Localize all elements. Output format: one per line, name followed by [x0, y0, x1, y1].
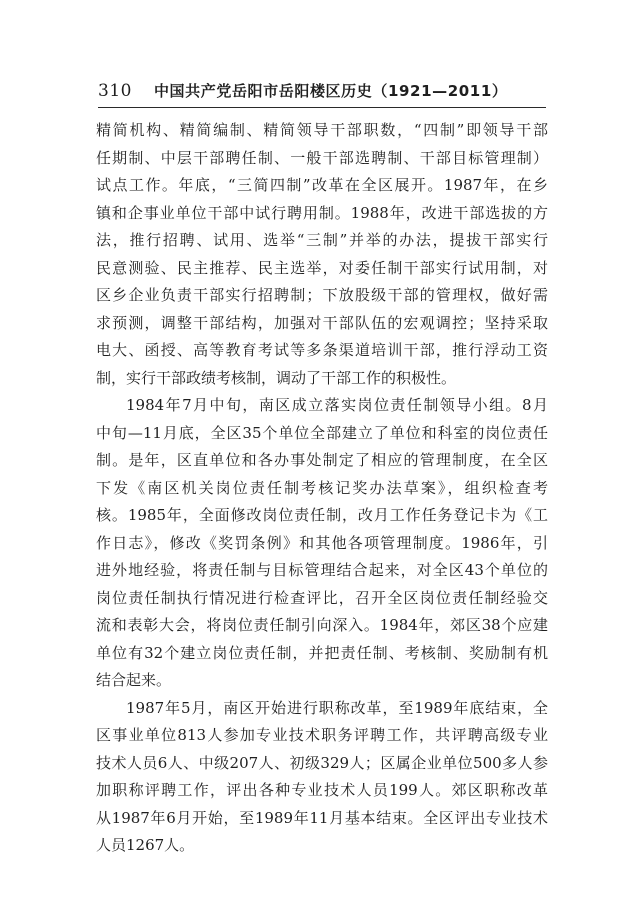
page-number: 310 [98, 81, 132, 101]
text-line: 制。是年，区直单位和各办事处制定了相应的管理制度，在全区 [96, 451, 548, 469]
text-line: 作日志》，修改《奖罚条例》和其他各项管理制度。1986年，引 [96, 533, 548, 552]
text-line: 结合起来。 [96, 671, 172, 689]
header-rule [98, 107, 546, 108]
text-line: 制，实行干部政绩考核制，调动了干部工作的积极性。 [96, 368, 457, 387]
text-line: 进外地经验，将责任制与目标管理结合起来，对全区43个单位的 [96, 561, 548, 579]
text-line: 试点工作。年底，“三简四制”改革在全区展开。1987年，在乡 [96, 176, 548, 194]
text-line: 区事业单位813人参加专业技术职务评聘工作，共评聘高级专业 [96, 726, 548, 744]
text-line: 单位有32个建立岗位责任制，并把责任制、考核制、奖励制有机 [96, 643, 548, 662]
text-line: 任期制、中层干部聘任制、一般干部选聘制、干部目标管理制） [96, 148, 548, 167]
text-line: 1984年7月中旬，南区成立落实岗位责任制领导小组。8月 [126, 396, 548, 414]
paragraph [96, 117, 548, 392]
text-line: 精简机构、精简编制、精简领导干部职数，“四制”即领导干部 [96, 121, 548, 139]
text-line: 人员1267人。 [96, 836, 195, 854]
page-header [98, 80, 546, 106]
text-line: 下发《南区机关岗位责任制考核记奖办法草案》，组织检查考 [96, 478, 548, 497]
text-line: 中旬—11月底，全区35个单位全部建立了单位和科室的岗位责任 [96, 423, 548, 442]
text-line: 法，推行招聘、试用、选举“三制”并举的办法，提拔干部实行 [96, 231, 548, 249]
text-line: 从1987年6月开始，至1989年11月基本结束。全区评出专业技术 [96, 808, 548, 827]
text-line: 1987年5月，南区开始进行职称改革，至1989年底结束，全 [126, 698, 548, 717]
text-line: 电大、函授、高等教育考试等多条渠道培训干部，推行浮动工资 [96, 341, 548, 359]
text-line: 民意测验、民主推荐、民主选举，对委任制干部实行试用制，对 [96, 258, 548, 277]
text-line: 流和表彰大会，将岗位责任制引向深入。1984年，郊区38个应建 [96, 616, 548, 634]
text-line: 镇和企事业单位干部中试行聘用制。1988年，改进干部选拔的方 [96, 203, 548, 222]
body-text [96, 117, 548, 860]
paragraph [96, 392, 548, 695]
text-line: 核。1985年，全面修改岗位责任制，改月工作任务登记卡为《工 [96, 506, 548, 524]
running-title: 中国共产党岳阳市岳阳楼区历史（1921—2011） [153, 82, 508, 100]
text-line: 岗位责任制执行情况进行检查评比，召开全区岗位责任制经验交 [96, 588, 548, 607]
text-line: 加职称评聘工作，评出各种专业技术人员199人。郊区职称改革 [96, 781, 548, 799]
text-line: 求预测，调整干部结构，加强对干部队伍的宏观调控；坚持采取 [96, 313, 548, 332]
paragraph [96, 695, 548, 860]
text-line: 技术人员6人、中级207人、初级329人；区属企业单位500多人参 [96, 753, 548, 772]
text-line: 区乡企业负责干部实行招聘制；下放股级干部的管理权，做好需 [96, 286, 548, 304]
